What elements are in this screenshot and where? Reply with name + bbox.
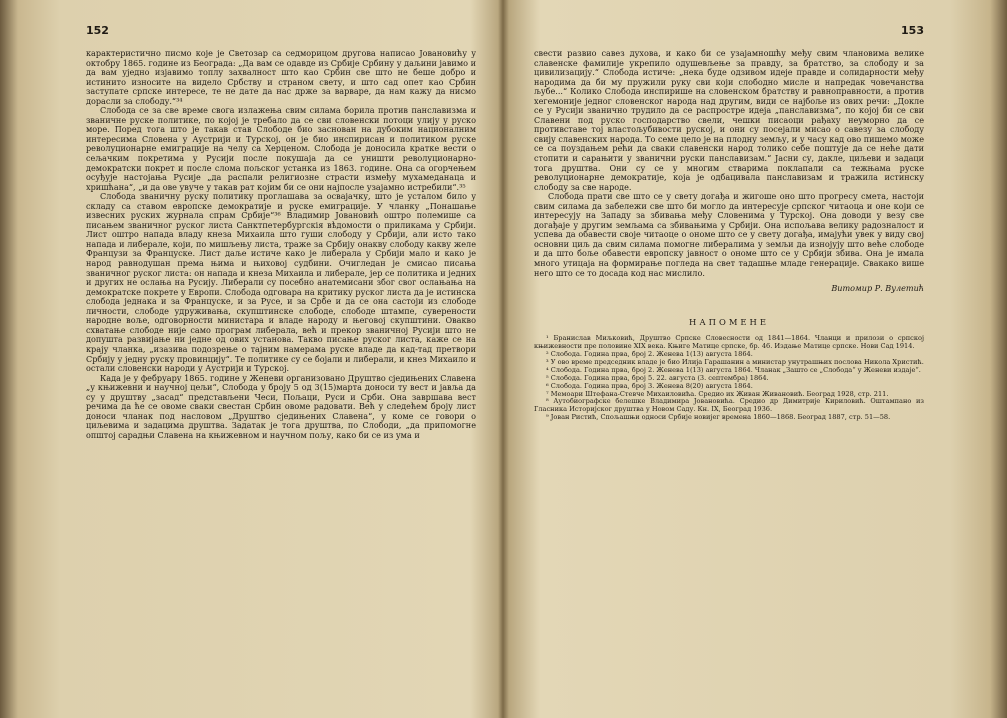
paragraph: Слобода званичну руску политику проглашава за освајачку, што је усталом било у складу са ставом европске демократије и руске емиграције. У чланку „Понашање извесних руских журнала спрам Србије“³⁶ Владимир Јовановић оштро полемише са писањем званичног руског листа Санктпетербургскія вѣдомости о приликама у Србији. Лист оштро напада владу кнеза Михаила што гуши слободу у Србији, али исто тако напада и либерале, који, по мишљењу листа, траже за Србију онакву слободу какву желе Французи за Француске. Лист даље истиче како је либерала у Србији мало и како је народ равнодушан према њима и њиховој судбини. Очигледан је смисао писања званичног руског листа: он напада и кнеза Михаила и либерале, јер се политика и једних и других не ослања на Русију. Либерали су посебно анатемисани због свог ослањања на демократске покрете у Европи. Слобода одговара на критику руског листа да је истинска слобода једнака и за Француске, и за Русе, и за Србе и да се она састоји из слободе личности, слободе удруживања, скупштинске слободе, слободе штампе, суверености народне воље, одговорности министара и владе народу и његовој скупштини. Овакво схватање слободе није само програм либерала, већ и прекор званичној Русији што не допушта развијање ни једне од ових установа. Такво писање руског листа, каже се на крају чланка, „изазива подозрење о тајним намерама руске владе да кад-тад претвори Србију у једну руску провинцију“. Те политике су се бојали и либерали, и кнез Михаило и остали словенски народи у Аустрији и Турској. bbox=[86, 191, 476, 374]
endnote: ⁹ Јован Ристић, Спољашњи односи Србије новијег времена 1860—1868. Београд 1887, стр. 51—58. bbox=[546, 413, 891, 422]
endnote: ¹ Бранислав Миљковић, Друштво Српске Словесности од 1841—1864. Чланци и прилози о српској књижевности пре половине XIX века. Књиге Матице српске, бр. 46. Издање Матице српске. Нови Сад 1914. bbox=[534, 334, 924, 351]
notes-heading: НАПОМЕНЕ bbox=[689, 316, 769, 327]
paragraph: Слобода се за све време свога излажења свим силама борила против панславизма и званичне руске политике, по којој је требало да се сви словенски потоци улију у руско море. Поред тога што је такав став Слободе био заснован на дубоким националним интересима Словена у Аустрији и Турској, он је био инспирисан и политиком руске револуционарне емиграције на челу са Херценом. Слобода је доносила кратке вести о сељачким покретима у Русији после покушаја да се уништи револуционарно-демократски покрет и после слома пољског устанка из 1863. године. Она са огорчењем осуђује настојања Русије „да распали религиозне страсти између мухамеданаца и хришћана“, „и да ове увуче у такав рат којим би се они најпосле узајамно истребили“.³⁵ bbox=[86, 105, 476, 192]
endnote: ⁶ Слобода. Година прва, број 3. Женева 8(20) августа 1864. bbox=[546, 381, 753, 390]
endnote: ⁵ Слобода. Година прва, број 5. 22. августа (3. септембра) 1864. bbox=[546, 373, 769, 382]
endnote: ³ У ово време председник владе је био Илија Гарашанин а министар унутрашњих послова Никола Христић. bbox=[546, 357, 924, 366]
page-body bbox=[534, 49, 924, 422]
page-number: 153 bbox=[901, 24, 924, 37]
endnote: ⁸ Аутобиографске белешке Владимира Јовановића. Средио др Димитрије Кириловић. Оштампано из Гласника Историјског друштва у Новом Саду. Кн. IX, Београд 1936. bbox=[534, 397, 924, 414]
endnotes bbox=[534, 335, 924, 422]
endnote: ² Слобода. Година прва, број 2. Женева 1(13) августа 1864. bbox=[546, 350, 753, 359]
endnote: ⁷ Мемоари Штефана-Стевче Михаиловића. Средио их Живан Живановић. Београд 1928, стр. 211. bbox=[546, 389, 889, 398]
page-body bbox=[86, 49, 476, 440]
author-signature: Витомир Р. Вулетић bbox=[831, 283, 924, 294]
paragraph: свести развио савез духова, и како би се узајамношћу међу свим члановима велике славенске фамилије укрепило одушевљење за правду, за братство, за слободу и за цивилизацију.“ Слобода истиче: „нека буде одзивом идеје правде и солидарности међу народима да би му пружили руку сви који слободно мисле и напредак човечанства љубе...“ Колико Слобода инспирише на словенском братству и равноправности, а против хегемоније једног словенског народа над другим, види се најбоље из ових речи: „Докле се у Русији званично трудило да се распростре идеја „панславизма“, по којој би се сви Славени под руско господарство свели, чешки писаоци рађаху неуморно да се противставе тој властољубивости руској, и они су посејали мисао о савезу за слободу свију славенских народа. То семе цело је на плодну земљу, и у часу кад ово пишемо може се са поуздањем рећи да сваки славенски народ толико себе поштује да се неће дати стопити и сарањити у званични руски панславизам.“ Јасни су, дакле, циљеви и задаци тога друштва. Они су се у многим стварима поклапали са тежњама руске револуционарне демократије, која је одбацивала панславизам и тражила истинску слободу за све народе. bbox=[534, 48, 924, 192]
paragraph: карактеристично писмо које је Светозар са седморицом другова написао Јовановићу у октобру 1865. године из Београда: „Да вам се одавде из Србије Србину у даљини јавимо и да вам уједно изјавимо топлу захвалност што као Србин све што не беше добро и истинито износите на видело Србству и страном свету, и што сад опет као Србин заступате српске интересе, те не дате да нас држе за варваре, да нам кажу да нисмо дорасли за слободу.“³⁴ bbox=[86, 48, 476, 106]
paragraph: Када је у фебруару 1865. године у Женеви организовано Друштво сједињених Славена „у књижевни и научној цељи“, Слобода у броју 5 од 3(15)марта доноси ту вест и јавља да су у друштву „засад“ представљени Чеси, Пољаци, Руси и Срби. Она завршава вест речима да ће се овоме сваки свестан Србин овоме радовати. Већ у следећем броју лист доноси чланак под насловом „Друштво сједињених Славена“, у коме се говори о циљевима и задацима друштва. Задатак је тога друштва, по Слободи, „да припомогне општој сарадњи Славена на књижевном и научном пољу, како би се из ума и bbox=[86, 372, 476, 440]
page-number: 152 bbox=[86, 24, 109, 37]
endnote: ⁴ Слобода. Година прва, број 2. Женева 1(13) августа 1864. Чланак „Зашто се „Слобода“ у Женеви издаје“. bbox=[546, 365, 921, 374]
paragraph: Слобода прати све што се у свету догађа и жигоше оно што прогресу смета, настоји свим силама да забележи све што би могло да интересује српског читаоца и оне који се интересују на Западу за збивања међу Словенима у Турској. Она доводи у везу све догађаје у другим земљама са збивањима у Србији. Она испољава велику радозналост и успева да обавести своје читаоце о ономе што се у свету догађа, имајући увек у виду свој основни циљ да свим силама помогне либералима у земљи да изнојују што веће слободе и да што боље обавести европску јавност о ономе што се у Србији збива. Она је имала много утицаја на формирање погледа на свет тадашње младе генерације. Свакако више него што се то досада код нас мислило. bbox=[534, 191, 924, 278]
